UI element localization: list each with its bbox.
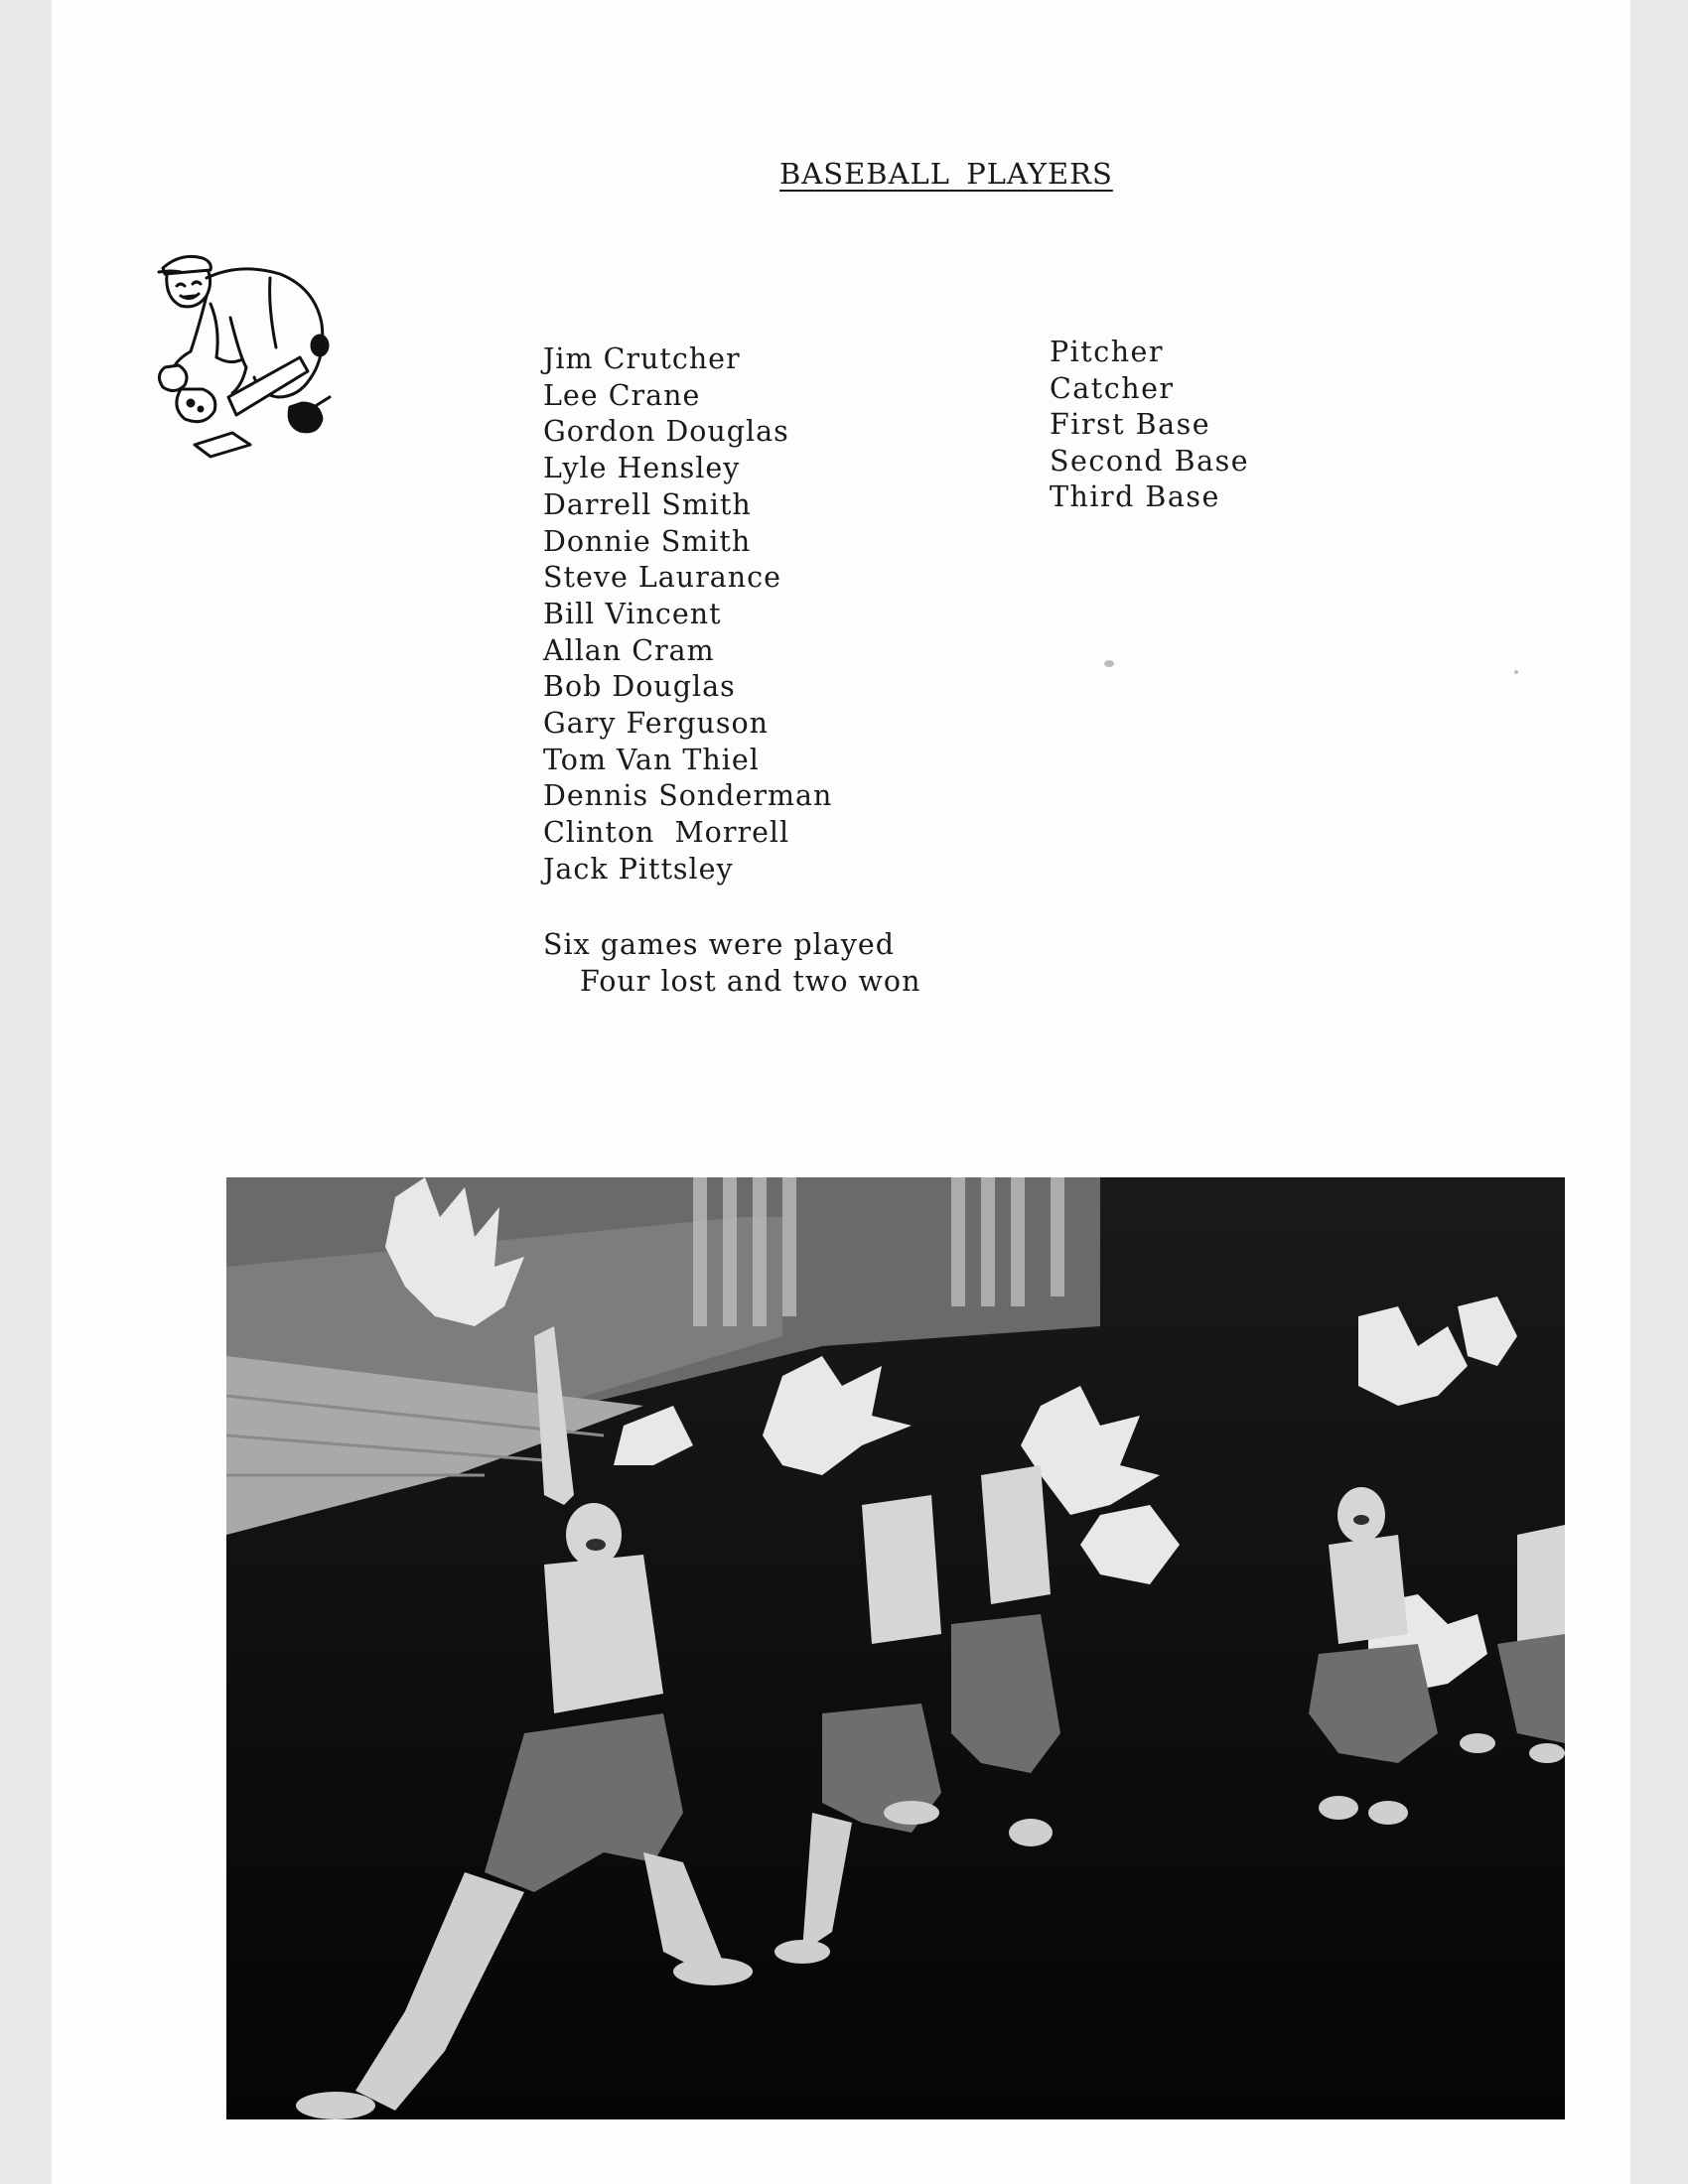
player-name: Jim Crutcher <box>543 342 741 375</box>
position-label: Second Base <box>1050 444 1250 478</box>
player-name: Allan Cram <box>543 633 715 667</box>
player-name: Tom Van Thiel <box>543 743 760 776</box>
season-record <box>543 926 920 1000</box>
baseball-player-cartoon-icon <box>151 248 359 496</box>
record-line-result: Four lost and two won <box>580 965 921 998</box>
record-line-games: Six games were played <box>543 928 895 961</box>
player-list <box>543 341 832 888</box>
player-name: Bob Douglas <box>543 670 736 704</box>
player-name: Dennis Sonderman <box>543 779 833 813</box>
player-name: Bill Vincent <box>543 597 722 630</box>
player-name: Steve Laurance <box>543 561 781 595</box>
player-name: Lyle Hensley <box>543 452 741 485</box>
scan-speck <box>1514 670 1518 674</box>
yearbook-page <box>52 0 1630 2184</box>
player-name: Jack Pittsley <box>543 852 734 886</box>
player-name: Clinton Morrell <box>543 816 790 850</box>
cheerleaders-photo <box>226 1177 1565 2119</box>
position-label: Pitcher <box>1050 336 1165 368</box>
position-label: First Base <box>1050 408 1211 441</box>
scan-speck <box>1104 660 1114 667</box>
position-label: Catcher <box>1050 371 1175 405</box>
player-name: Lee Crane <box>543 378 701 412</box>
position-list <box>1050 335 1249 516</box>
player-name: Gordon Douglas <box>543 415 789 449</box>
player-name: Darrell Smith <box>543 487 752 521</box>
position-label: Third Base <box>1050 480 1220 513</box>
page-title: BASEBALL PLAYERS <box>779 157 1113 191</box>
player-name: Donnie Smith <box>543 524 752 558</box>
player-name: Gary Ferguson <box>543 707 769 741</box>
